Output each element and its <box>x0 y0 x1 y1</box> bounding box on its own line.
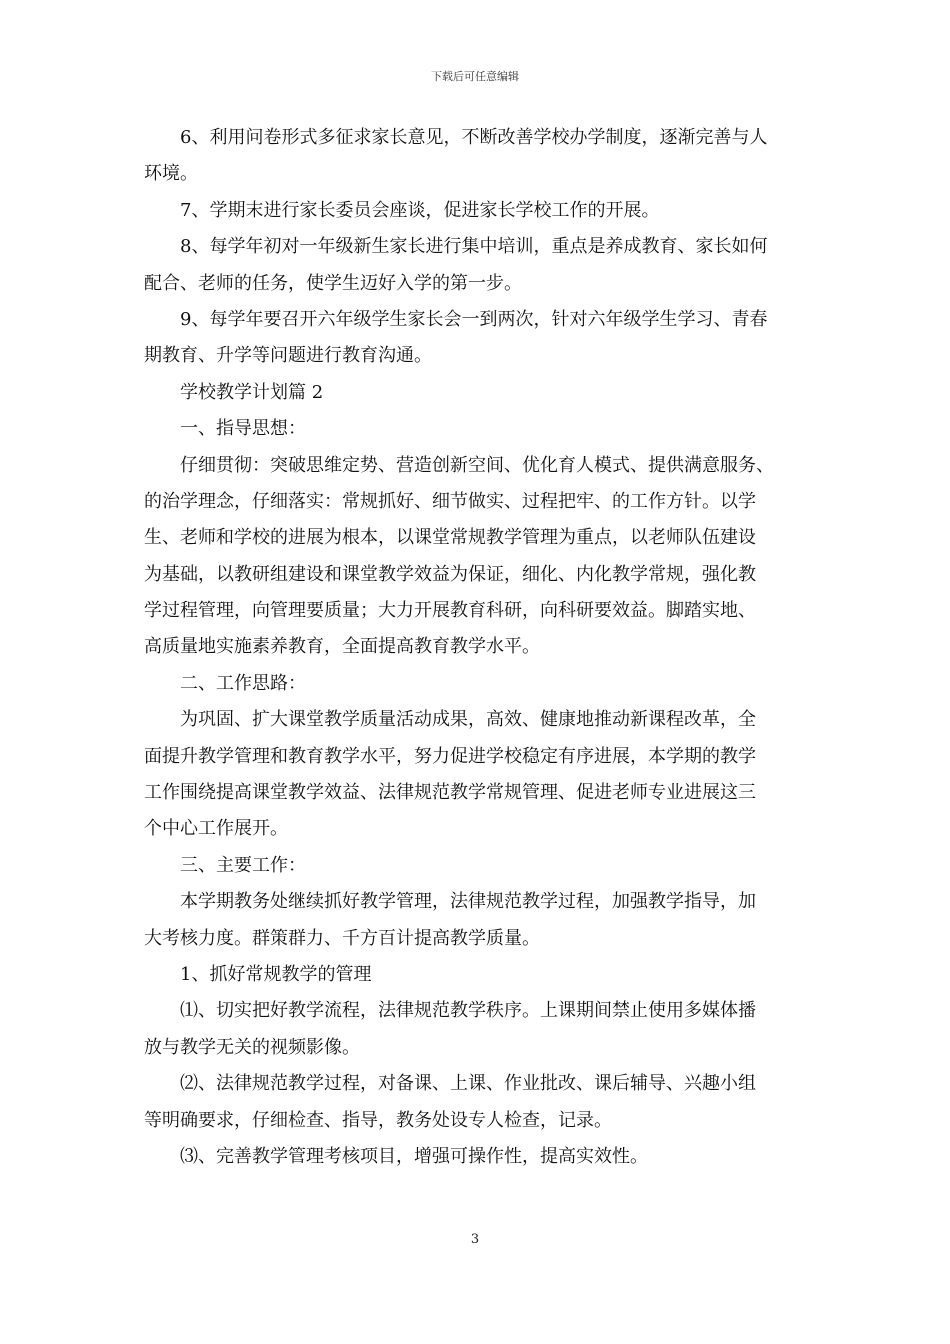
text-line: 为基础，以教研组建设和课堂教学效益为保证，细化、内化教学常规，强化教 <box>144 563 756 585</box>
section-heading: 一、指导思想： <box>180 418 306 440</box>
text-line: 6、利用问卷形式多征求家长意见，不断改善学校办学制度，逐渐完善与人 <box>180 127 768 148</box>
section-title: 学校教学计划篇 2 <box>180 381 324 403</box>
text-line: 仔细贯彻：突破思维定势、营造创新空间、优化育人模式、提供满意服务、 <box>180 454 774 476</box>
text-line: 放与教学无关的视频影像。 <box>144 1036 360 1058</box>
page-header: 下载后可任意编辑 <box>431 70 519 83</box>
page-number: 3 <box>470 1232 480 1247</box>
text-line: ⑵、法律规范教学过程，对备课、上课、作业批改、课后辅导、兴趣小组 <box>180 1073 756 1095</box>
document-body <box>144 120 809 1175</box>
text-line: 学过程管理，向管理要质量；大力开展教育科研，向科研要效益。脚踏实地、 <box>144 600 756 622</box>
text-line: 7、学期末进行家长委员会座谈，促进家长学校工作的开展。 <box>180 199 660 221</box>
text-line: 个中心工作展开。 <box>144 818 288 840</box>
text-line: 环境。 <box>144 163 198 185</box>
section-heading: 二、工作思路： <box>180 672 306 694</box>
subsection-heading: 1、抓好常规教学的管理 <box>180 963 372 985</box>
text-line: 配合、老师的任务，使学生迈好入学的第一步。 <box>144 272 522 294</box>
text-line: 工作围绕提高课堂教学效益、法律规范教学常规管理、促进老师专业进展这三 <box>144 782 756 804</box>
text-line: 大考核力度。群策群力、千方百计提高教学质量。 <box>144 927 540 949</box>
text-line: 的治学理念，仔细落实：常规抓好、细节做实、过程把牢、的工作方针。以学 <box>144 490 756 512</box>
text-line: ⑴、切实把好教学流程，法律规范教学秩序。上课期间禁止使用多媒体播 <box>180 1000 756 1022</box>
text-line: 为巩固、扩大课堂教学质量活动成果，高效、健康地推动新课程改革，全 <box>180 709 756 731</box>
text-line: 等明确要求，仔细检查、指导，教务处设专人检查，记录。 <box>144 1109 612 1131</box>
text-line: 高质量地实施素养教育，全面提高教育教学水平。 <box>144 636 540 658</box>
text-line: 面提升教学管理和教育教学水平，努力促进学校稳定有序进展，本学期的教学 <box>144 745 756 767</box>
section-heading: 三、主要工作： <box>180 854 306 876</box>
text-line: ⑶、完善教学管理考核项目，增强可操作性，提高实效性。 <box>180 1145 648 1167</box>
text-line: 8、每学年初对一年级新生家长进行集中培训，重点是养成教育、家长如何 <box>180 236 768 258</box>
text-line: 生、老师和学校的进展为根本，以课堂常规教学管理为重点，以老师队伍建设 <box>144 527 756 549</box>
text-line: 9、每学年要召开六年级学生家长会一到两次，针对六年级学生学习、青春 <box>180 308 768 330</box>
text-line: 期教育、升学等问题进行教育沟通。 <box>144 345 432 367</box>
text-line: 本学期教务处继续抓好教学管理，法律规范教学过程，加强教学指导，加 <box>180 891 756 913</box>
